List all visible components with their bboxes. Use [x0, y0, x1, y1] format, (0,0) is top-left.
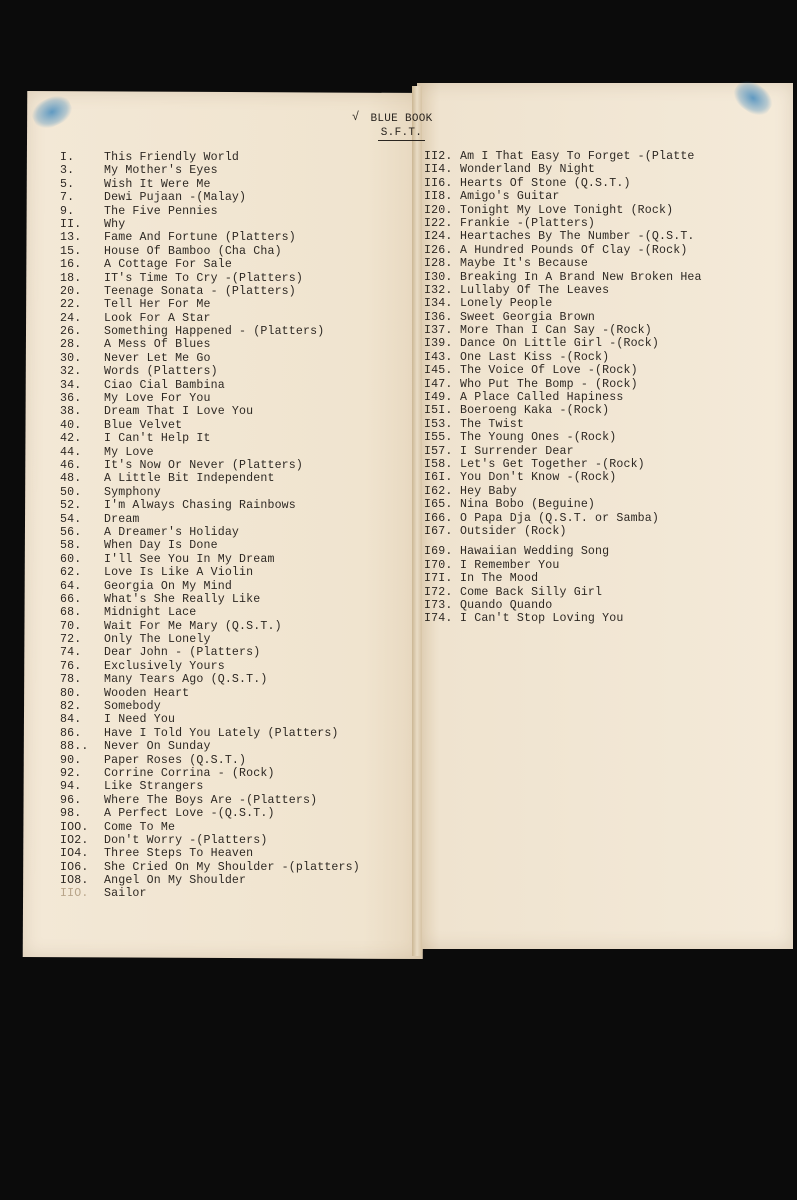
- song-title: Quando Quando: [460, 598, 553, 612]
- song-entry: [424, 525, 702, 538]
- song-number: 54.: [60, 512, 82, 526]
- song-entry: [60, 191, 360, 204]
- page-header: [354, 112, 449, 141]
- song-title: Somebody: [104, 700, 161, 714]
- song-entry: [60, 419, 360, 432]
- song-entry: [424, 445, 702, 458]
- song-entry: [60, 379, 360, 392]
- song-title: Dance On Little Girl -(Rock): [460, 337, 660, 351]
- song-number: 50.: [60, 485, 82, 499]
- song-number: 42.: [60, 432, 82, 446]
- song-title: I Remember You: [460, 558, 560, 572]
- song-entry: [60, 245, 360, 258]
- song-title: Angel On My Shoulder: [104, 874, 247, 888]
- song-title: The Young Ones -(Rock): [460, 431, 617, 445]
- song-title: What's She Really Like: [104, 592, 261, 606]
- song-entry: [60, 325, 360, 338]
- song-title: Wish It Were Me: [104, 177, 211, 191]
- song-number: I36.: [424, 310, 453, 324]
- song-title: Sailor: [104, 887, 147, 901]
- song-title: Tonight My Love Tonight (Rock): [460, 203, 674, 217]
- song-entry: [424, 612, 702, 625]
- song-number: IO8.: [60, 874, 89, 888]
- song-entry: [60, 687, 360, 700]
- song-entry: [60, 660, 360, 673]
- song-entry: [424, 337, 702, 350]
- song-number: 70.: [60, 619, 82, 633]
- song-entry: [60, 861, 360, 874]
- song-title: A Mess Of Blues: [104, 338, 211, 352]
- song-number: I32.: [424, 283, 453, 297]
- header-title: BLUE BOOK: [370, 113, 433, 125]
- page-fold: [412, 86, 422, 956]
- song-number: 80.: [60, 686, 82, 700]
- song-entry: [424, 150, 702, 163]
- song-number: 98.: [60, 807, 82, 821]
- song-number: I49.: [424, 391, 453, 405]
- song-number: I67.: [424, 524, 453, 538]
- song-number: 84.: [60, 713, 82, 727]
- song-entry: [60, 620, 360, 633]
- song-title: Hey Baby: [460, 484, 517, 498]
- song-number: 82.: [60, 700, 82, 714]
- song-number: 34.: [60, 378, 82, 392]
- song-title: Look For A Star: [104, 311, 211, 325]
- song-title: I Need You: [104, 713, 176, 727]
- song-title: Who Put The Bomp - (Rock): [460, 377, 638, 391]
- song-entry: [424, 599, 702, 612]
- song-title: Heartaches By The Number -(Q.S.T.: [460, 230, 695, 244]
- song-number: I45.: [424, 364, 453, 378]
- song-entry: [424, 324, 702, 337]
- song-title: Frankie -(Platters): [460, 216, 596, 230]
- song-title: Dear John - (Platters): [104, 646, 261, 660]
- song-title: Nina Bobo (Beguine): [460, 498, 596, 512]
- song-number: 52.: [60, 499, 82, 513]
- song-title: When Day Is Done: [104, 539, 218, 553]
- song-entry: [60, 700, 360, 713]
- song-entry: [60, 740, 360, 753]
- song-entry: [60, 392, 360, 405]
- song-entry: [60, 821, 360, 834]
- song-entry: [60, 566, 360, 579]
- song-number: 13.: [60, 231, 82, 245]
- song-number: 46.: [60, 458, 82, 472]
- song-title: Dream: [104, 512, 140, 526]
- song-number: 92.: [60, 766, 82, 780]
- song-entry: [424, 404, 702, 417]
- song-number: I73.: [424, 598, 453, 612]
- song-number: IO6.: [60, 860, 89, 874]
- song-number: I58.: [424, 457, 453, 471]
- song-entry: [424, 204, 702, 217]
- song-number: I24.: [424, 230, 453, 244]
- song-title: My Love: [104, 445, 154, 459]
- song-entry: [60, 513, 360, 526]
- song-title: A Perfect Love -(Q.S.T.): [104, 807, 275, 821]
- song-title: A Cottage For Sale: [104, 258, 232, 272]
- song-entry: [424, 364, 702, 377]
- song-title: Corrine Corrina - (Rock): [104, 766, 275, 780]
- song-title: Dewi Pujaan -(Malay): [104, 191, 247, 205]
- song-entry: [60, 258, 360, 271]
- song-title: She Cried On My Shoulder -(platters): [104, 860, 360, 874]
- song-title: Midnight Lace: [104, 606, 197, 620]
- song-entry: [60, 754, 360, 767]
- song-title: IT's Time To Cry -(Platters): [104, 271, 304, 285]
- song-number: 94.: [60, 780, 82, 794]
- song-number: 22.: [60, 298, 82, 312]
- check-mark: √: [352, 110, 360, 124]
- song-number: 38.: [60, 405, 82, 419]
- song-entry: [424, 391, 702, 404]
- song-number: I47.: [424, 377, 453, 391]
- song-entry: [60, 459, 360, 472]
- song-number: 3.: [60, 164, 75, 178]
- song-number: I57.: [424, 444, 453, 458]
- song-entry: [60, 486, 360, 499]
- song-title: Where The Boys Are -(Platters): [104, 793, 318, 807]
- song-title: This Friendly World: [104, 151, 240, 164]
- song-entry: [60, 539, 360, 552]
- song-entry: [60, 526, 360, 539]
- song-number: 86.: [60, 726, 82, 740]
- song-entry: [60, 646, 360, 659]
- song-entry: [424, 351, 702, 364]
- song-entry: [424, 431, 702, 444]
- song-entry: [424, 498, 702, 511]
- song-title: Maybe It's Because: [460, 257, 588, 271]
- song-title: One Last Kiss -(Rock): [460, 350, 610, 364]
- song-title: A Place Called Hapiness: [460, 391, 624, 405]
- song-title: The Voice Of Love -(Rock): [460, 364, 638, 378]
- song-number: II.: [60, 217, 82, 231]
- left-song-list: [60, 151, 360, 901]
- song-entry: [60, 834, 360, 847]
- song-title: Hearts Of Stone (Q.S.T.): [460, 176, 631, 190]
- song-number: I26.: [424, 243, 453, 257]
- song-number: 36.: [60, 392, 82, 406]
- song-entry: [60, 887, 360, 900]
- song-number: I65.: [424, 498, 453, 512]
- song-number: 60.: [60, 552, 82, 566]
- song-title: My Love For You: [104, 392, 211, 406]
- song-number: I55.: [424, 431, 453, 445]
- song-title: Sweet Georgia Brown: [460, 310, 596, 324]
- song-entry: [60, 178, 360, 191]
- song-title: I Surrender Dear: [460, 444, 574, 458]
- song-number: IOO.: [60, 820, 89, 834]
- song-entry: [60, 446, 360, 459]
- song-entry: [424, 485, 702, 498]
- song-number: 68.: [60, 606, 82, 620]
- song-entry: [424, 545, 702, 558]
- song-entry: [424, 177, 702, 190]
- song-number: I22.: [424, 216, 453, 230]
- song-title: Wooden Heart: [104, 686, 190, 700]
- song-number: I43.: [424, 350, 453, 364]
- song-title: More Than I Can Say -(Rock): [460, 324, 652, 338]
- song-number: II4.: [424, 163, 453, 177]
- song-entry: [60, 767, 360, 780]
- song-entry: [424, 418, 702, 431]
- song-title: Words (Platters): [104, 365, 218, 379]
- song-title: You Don't Know -(Rock): [460, 471, 617, 485]
- song-entry: [60, 405, 360, 418]
- song-entry: [424, 471, 702, 484]
- song-number: 56.: [60, 525, 82, 539]
- song-title: O Papa Dja (Q.S.T. or Samba): [460, 511, 660, 525]
- song-number: I66.: [424, 511, 453, 525]
- song-entry: [60, 847, 360, 860]
- song-number: 26.: [60, 325, 82, 339]
- song-number: IO4.: [60, 847, 89, 861]
- song-number: II6.: [424, 176, 453, 190]
- song-title: The Five Pennies: [104, 204, 218, 218]
- song-title: Teenage Sonata - (Platters): [104, 284, 296, 298]
- song-number: I7I.: [424, 572, 453, 586]
- song-title: Only The Lonely: [104, 633, 211, 647]
- song-number: II8.: [424, 190, 453, 204]
- song-entry: [424, 230, 702, 243]
- song-number: 44.: [60, 445, 82, 459]
- song-title: Outsider (Rock): [460, 524, 567, 538]
- song-number: IIO.: [60, 887, 89, 901]
- song-entry: [60, 553, 360, 566]
- song-number: I39.: [424, 337, 453, 351]
- song-title: Symphony: [104, 485, 161, 499]
- song-number: I34.: [424, 297, 453, 311]
- song-number: 40.: [60, 418, 82, 432]
- song-title: I'm Always Chasing Rainbows: [104, 499, 296, 513]
- song-entry: [60, 713, 360, 726]
- song-title: Love Is Like A Violin: [104, 566, 254, 580]
- song-number: 18.: [60, 271, 82, 285]
- song-title: Exclusively Yours: [104, 659, 225, 673]
- song-title: Paper Roses (Q.S.T.): [104, 753, 247, 767]
- song-number: 64.: [60, 579, 82, 593]
- song-number: 48.: [60, 472, 82, 486]
- song-number: 16.: [60, 258, 82, 272]
- song-title: Breaking In A Brand New Broken Hea: [460, 270, 702, 284]
- song-number: 7.: [60, 191, 75, 205]
- song-number: I5I.: [424, 404, 453, 418]
- song-entry: [424, 572, 702, 585]
- song-entry: [60, 338, 360, 351]
- song-entry: [424, 163, 702, 176]
- song-entry: [60, 272, 360, 285]
- song-title: Never On Sunday: [104, 740, 211, 754]
- song-number: I28.: [424, 257, 453, 271]
- song-number: 20.: [60, 284, 82, 298]
- song-entry: [424, 586, 702, 599]
- song-entry: [424, 244, 702, 257]
- song-title: Let's Get Together -(Rock): [460, 457, 645, 471]
- song-entry: [60, 312, 360, 325]
- song-title: Tell Her For Me: [104, 298, 211, 312]
- song-title: My Mother's Eyes: [104, 164, 218, 178]
- song-title: Georgia On My Mind: [104, 579, 232, 593]
- song-entry: [60, 231, 360, 244]
- song-entry: [60, 673, 360, 686]
- song-entry: [60, 298, 360, 311]
- song-number: IO2.: [60, 833, 89, 847]
- song-number: 72.: [60, 633, 82, 647]
- song-title: Don't Worry -(Platters): [104, 833, 268, 847]
- song-number: 78.: [60, 673, 82, 687]
- song-entry: [424, 217, 702, 230]
- song-title: Dream That I Love You: [104, 405, 254, 419]
- song-entry: [424, 458, 702, 471]
- song-entry: [60, 499, 360, 512]
- song-number: 58.: [60, 539, 82, 553]
- song-entry: [60, 472, 360, 485]
- song-title: Wait For Me Mary (Q.S.T.): [104, 619, 282, 633]
- song-title: House Of Bamboo (Cha Cha): [104, 244, 282, 258]
- song-number: 30.: [60, 351, 82, 365]
- song-title: Like Strangers: [104, 780, 204, 794]
- song-number: I.: [60, 151, 75, 164]
- song-number: 88..: [60, 740, 89, 754]
- song-number: 5.: [60, 177, 75, 191]
- song-entry: [60, 794, 360, 807]
- song-title: A Little Bit Independent: [104, 472, 275, 486]
- song-title: Wonderland By Night: [460, 163, 596, 177]
- song-entry: [60, 807, 360, 820]
- right-song-list: [424, 150, 702, 626]
- song-entry: [60, 780, 360, 793]
- song-number: 62.: [60, 566, 82, 580]
- song-title: Have I Told You Lately (Platters): [104, 726, 339, 740]
- song-entry: [60, 205, 360, 218]
- song-title: Hawaiian Wedding Song: [460, 545, 610, 559]
- song-title: Ciao Cial Bambina: [104, 378, 225, 392]
- song-title: Lullaby Of The Leaves: [460, 283, 610, 297]
- song-number: I69.: [424, 545, 453, 559]
- song-entry: [424, 297, 702, 310]
- song-entry: [424, 512, 702, 525]
- song-entry: [424, 311, 702, 324]
- song-number: I74.: [424, 612, 453, 626]
- song-entry: [60, 365, 360, 378]
- song-number: 15.: [60, 244, 82, 258]
- song-title: Three Steps To Heaven: [104, 847, 254, 861]
- song-number: 74.: [60, 646, 82, 660]
- song-number: I70.: [424, 558, 453, 572]
- song-entry: [60, 580, 360, 593]
- song-title: Blue Velvet: [104, 418, 183, 432]
- song-title: I Can't Help It: [104, 432, 211, 446]
- header-subtitle: S.F.T.: [378, 126, 425, 141]
- song-entry: [424, 559, 702, 572]
- song-number: I20.: [424, 203, 453, 217]
- song-title: Something Happened - (Platters): [104, 325, 325, 339]
- song-title: A Dreamer's Holiday: [104, 525, 240, 539]
- song-number: I37.: [424, 324, 453, 338]
- song-title: Many Tears Ago (Q.S.T.): [104, 673, 268, 687]
- song-entry: [60, 164, 360, 177]
- song-number: I53.: [424, 417, 453, 431]
- song-title: The Twist: [460, 417, 524, 431]
- song-title: I Can't Stop Loving You: [460, 612, 624, 626]
- song-entry: [60, 874, 360, 887]
- song-title: Why: [104, 217, 126, 231]
- song-title: In The Mood: [460, 572, 539, 586]
- song-entry: [424, 257, 702, 270]
- song-entry: [60, 606, 360, 619]
- song-title: Lonely People: [460, 297, 553, 311]
- song-title: Never Let Me Go: [104, 351, 211, 365]
- song-title: Come To Me: [104, 820, 176, 834]
- song-title: It's Now Or Never (Platters): [104, 458, 304, 472]
- song-number: I30.: [424, 270, 453, 284]
- song-number: I62.: [424, 484, 453, 498]
- song-entry: [60, 352, 360, 365]
- song-entry: [424, 284, 702, 297]
- song-number: 9.: [60, 204, 75, 218]
- song-number: II2.: [424, 150, 453, 163]
- song-number: 90.: [60, 753, 82, 767]
- song-entry: [60, 285, 360, 298]
- song-title: Am I That Easy To Forget -(Platte: [460, 150, 695, 163]
- song-number: I72.: [424, 585, 453, 599]
- song-entry: [424, 271, 702, 284]
- song-entry: [424, 190, 702, 203]
- song-title: Amigo's Guitar: [460, 190, 560, 204]
- song-number: 66.: [60, 592, 82, 606]
- song-entry: [60, 593, 360, 606]
- song-entry: [424, 378, 702, 391]
- song-number: 76.: [60, 659, 82, 673]
- song-title: I'll See You In My Dream: [104, 552, 275, 566]
- song-title: A Hundred Pounds Of Clay -(Rock): [460, 243, 688, 257]
- song-entry: [60, 432, 360, 445]
- song-number: 32.: [60, 365, 82, 379]
- song-number: 96.: [60, 793, 82, 807]
- song-entry: [60, 218, 360, 231]
- song-number: I6I.: [424, 471, 453, 485]
- song-number: 24.: [60, 311, 82, 325]
- song-entry: [60, 633, 360, 646]
- song-title: Boeroeng Kaka -(Rock): [460, 404, 610, 418]
- song-entry: [60, 727, 360, 740]
- song-title: Come Back Silly Girl: [460, 585, 603, 599]
- song-title: Fame And Fortune (Platters): [104, 231, 296, 245]
- song-entry: [60, 151, 360, 164]
- song-number: 28.: [60, 338, 82, 352]
